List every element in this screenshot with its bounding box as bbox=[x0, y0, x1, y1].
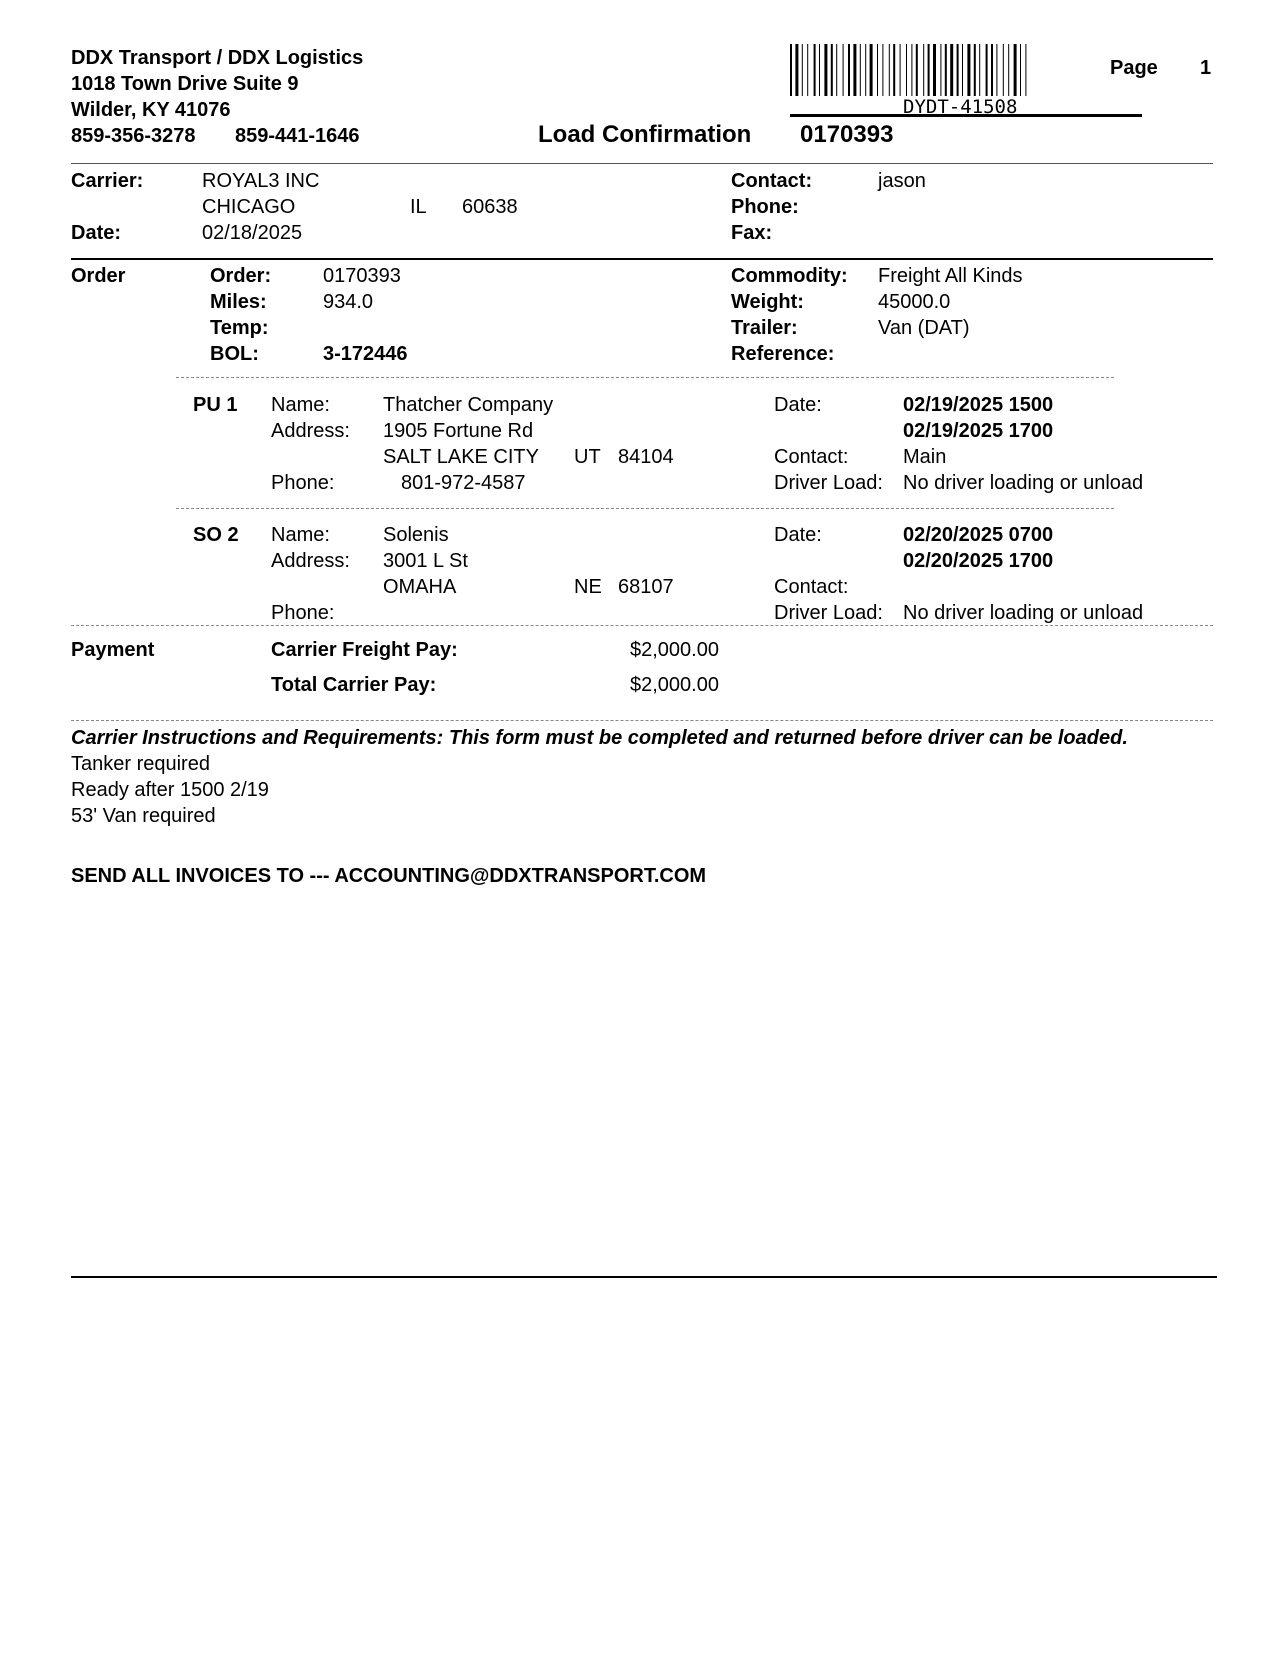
barcode-bar bbox=[836, 44, 837, 96]
barcode-bar bbox=[967, 44, 970, 96]
stop-city: SALT LAKE CITY bbox=[383, 446, 539, 468]
stop-code: PU 1 bbox=[193, 394, 238, 416]
barcode-bar bbox=[945, 44, 947, 96]
barcode-bar bbox=[923, 44, 924, 96]
invoice-note: SEND ALL INVOICES TO --- ACCOUNTING@DDXTRANSPORT.COM bbox=[71, 865, 707, 887]
carrier-contact: jason bbox=[878, 170, 926, 192]
stop-name-label: Name: bbox=[271, 524, 330, 546]
barcode-bar bbox=[824, 44, 827, 96]
barcode-bar bbox=[996, 44, 997, 96]
company-phone-2: 859-441-1646 bbox=[235, 125, 360, 147]
barcode-bar bbox=[889, 44, 890, 96]
signature-line bbox=[71, 1276, 1217, 1278]
company-name: DDX Transport / DDX Logistics bbox=[71, 47, 364, 69]
payment-section-label: Payment bbox=[71, 639, 155, 661]
stop-date-start: 02/19/2025 1500 bbox=[903, 394, 1054, 416]
barcode-bar bbox=[957, 44, 959, 96]
barcode-bar bbox=[933, 44, 936, 96]
barcode-bar bbox=[991, 44, 993, 96]
barcode-bar bbox=[807, 44, 808, 96]
divider bbox=[176, 377, 1114, 378]
freight-pay-label: Carrier Freight Pay: bbox=[271, 639, 458, 661]
carrier-fax-label: Fax: bbox=[731, 222, 773, 244]
barcode-bar bbox=[893, 44, 895, 96]
stop-driver-load: No driver loading or unload bbox=[903, 602, 1144, 624]
commodity-value: Freight All Kinds bbox=[878, 265, 1023, 287]
barcode-bar bbox=[814, 44, 816, 96]
barcode-underline bbox=[790, 114, 1142, 117]
order-number: 0170393 bbox=[323, 265, 401, 287]
bol-value: 3-172446 bbox=[323, 343, 408, 365]
carrier-phone-label: Phone: bbox=[731, 196, 799, 218]
miles-label: Miles: bbox=[210, 291, 267, 313]
barcode-bar bbox=[795, 44, 798, 96]
trailer-value: Van (DAT) bbox=[878, 317, 970, 339]
divider bbox=[71, 720, 1213, 721]
barcode-bar bbox=[928, 44, 930, 96]
weight-label: Weight: bbox=[731, 291, 804, 313]
page-title: Load Confirmation bbox=[538, 121, 752, 148]
barcode-bar bbox=[848, 44, 850, 96]
company-phone-1: 859-356-3278 bbox=[71, 125, 196, 147]
weight-value: 45000.0 bbox=[878, 291, 951, 313]
stop-date-end: 02/20/2025 1700 bbox=[903, 550, 1054, 572]
total-pay-value: $2,000.00 bbox=[630, 674, 719, 696]
instructions-heading: Carrier Instructions and Requirements: This form must be completed and returned before driver can be loaded. bbox=[71, 727, 1128, 749]
divider bbox=[71, 625, 1213, 626]
stop-zip: 68107 bbox=[618, 576, 674, 598]
stop-state: NE bbox=[574, 576, 602, 598]
divider bbox=[176, 508, 1114, 509]
barcode-bar bbox=[877, 44, 878, 96]
barcode-bar bbox=[986, 44, 988, 96]
company-address-line2: Wilder, KY 41076 bbox=[71, 99, 231, 121]
carrier-date: 02/18/2025 bbox=[202, 222, 303, 244]
barcode-bar bbox=[979, 44, 980, 96]
stop-date-start: 02/20/2025 0700 bbox=[903, 524, 1054, 546]
miles-value: 934.0 bbox=[323, 291, 374, 313]
barcode-bar bbox=[1014, 44, 1017, 96]
barcode-bar bbox=[916, 44, 918, 96]
commodity-label: Commodity: bbox=[731, 265, 848, 287]
load-number: 0170393 bbox=[800, 121, 894, 148]
bol-label: BOL: bbox=[210, 343, 259, 365]
stop-address-label: Address: bbox=[271, 550, 350, 572]
stop-phone-label: Phone: bbox=[271, 602, 335, 624]
barcode-bar bbox=[1020, 44, 1021, 96]
carrier-city: CHICAGO bbox=[202, 196, 296, 218]
stop-city: OMAHA bbox=[383, 576, 457, 598]
instruction-line: Ready after 1500 2/19 bbox=[71, 779, 269, 801]
carrier-zip: 60638 bbox=[462, 196, 518, 218]
stop-date-label: Date: bbox=[774, 524, 822, 546]
stop-driver-load-label: Driver Load: bbox=[774, 602, 883, 624]
barcode-bar bbox=[906, 44, 907, 96]
stop-driver-load-label: Driver Load: bbox=[774, 472, 883, 494]
carrier-label: Carrier: bbox=[71, 170, 144, 192]
stop-name-label: Name: bbox=[271, 394, 330, 416]
stop-address-label: Address: bbox=[271, 420, 350, 442]
stop-date-label: Date: bbox=[774, 394, 822, 416]
carrier-name: ROYAL3 INC bbox=[202, 170, 320, 192]
carrier-contact-label: Contact: bbox=[731, 170, 813, 192]
stop-code: SO 2 bbox=[193, 524, 239, 546]
stop-name: Thatcher Company bbox=[383, 394, 554, 416]
stop-phone-label: Phone: bbox=[271, 472, 335, 494]
barcode-bar bbox=[819, 44, 820, 96]
barcode-bar bbox=[860, 44, 861, 96]
stop-contact-label: Contact: bbox=[774, 446, 849, 468]
instruction-line: 53' Van required bbox=[71, 805, 216, 827]
divider bbox=[71, 258, 1213, 260]
barcode-bar bbox=[802, 44, 803, 96]
barcode-bar bbox=[940, 44, 941, 96]
freight-pay-value: $2,000.00 bbox=[630, 639, 719, 661]
stop-phone: 801-972-4587 bbox=[401, 472, 526, 494]
barcode-bar bbox=[853, 44, 856, 96]
divider bbox=[71, 163, 1213, 164]
barcode-bar bbox=[831, 44, 833, 96]
barcode-bar bbox=[1003, 44, 1004, 96]
stop-date-end: 02/19/2025 1700 bbox=[903, 420, 1054, 442]
temp-label: Temp: bbox=[210, 317, 269, 339]
carrier-date-label: Date: bbox=[71, 222, 122, 244]
barcode-text: DYDT-41508 bbox=[903, 96, 1018, 118]
stop-street: 3001 L St bbox=[383, 550, 468, 572]
total-pay-label: Total Carrier Pay: bbox=[271, 674, 437, 696]
instruction-line: Tanker required bbox=[71, 753, 210, 775]
barcode-bar bbox=[1025, 44, 1026, 96]
stop-driver-load: No driver loading or unload bbox=[903, 472, 1144, 494]
company-address-line1: 1018 Town Drive Suite 9 bbox=[71, 73, 299, 95]
barcode-bar bbox=[1008, 44, 1009, 96]
barcode-bar bbox=[974, 44, 976, 96]
barcode-bar bbox=[900, 44, 901, 96]
barcode-bar bbox=[843, 44, 844, 96]
barcode bbox=[790, 44, 1142, 96]
stop-name: Solenis bbox=[383, 524, 449, 546]
order-section-label: Order bbox=[71, 265, 126, 287]
barcode-bar bbox=[911, 44, 912, 96]
stop-zip: 84104 bbox=[618, 446, 674, 468]
barcode-bar bbox=[950, 44, 953, 96]
order-number-label: Order: bbox=[210, 265, 272, 287]
page-label: Page bbox=[1110, 57, 1158, 79]
stop-contact-label: Contact: bbox=[774, 576, 849, 598]
barcode-bar bbox=[790, 44, 792, 96]
carrier-state: IL bbox=[410, 196, 427, 218]
reference-label: Reference: bbox=[731, 343, 835, 365]
barcode-bar bbox=[962, 44, 963, 96]
stop-street: 1905 Fortune Rd bbox=[383, 420, 534, 442]
stop-state: UT bbox=[574, 446, 601, 468]
trailer-label: Trailer: bbox=[731, 317, 798, 339]
barcode-bar bbox=[870, 44, 873, 96]
barcode-bar bbox=[865, 44, 866, 96]
stop-contact: Main bbox=[903, 446, 947, 468]
barcode-bar bbox=[882, 44, 883, 96]
page-number: 1 bbox=[1200, 57, 1212, 79]
